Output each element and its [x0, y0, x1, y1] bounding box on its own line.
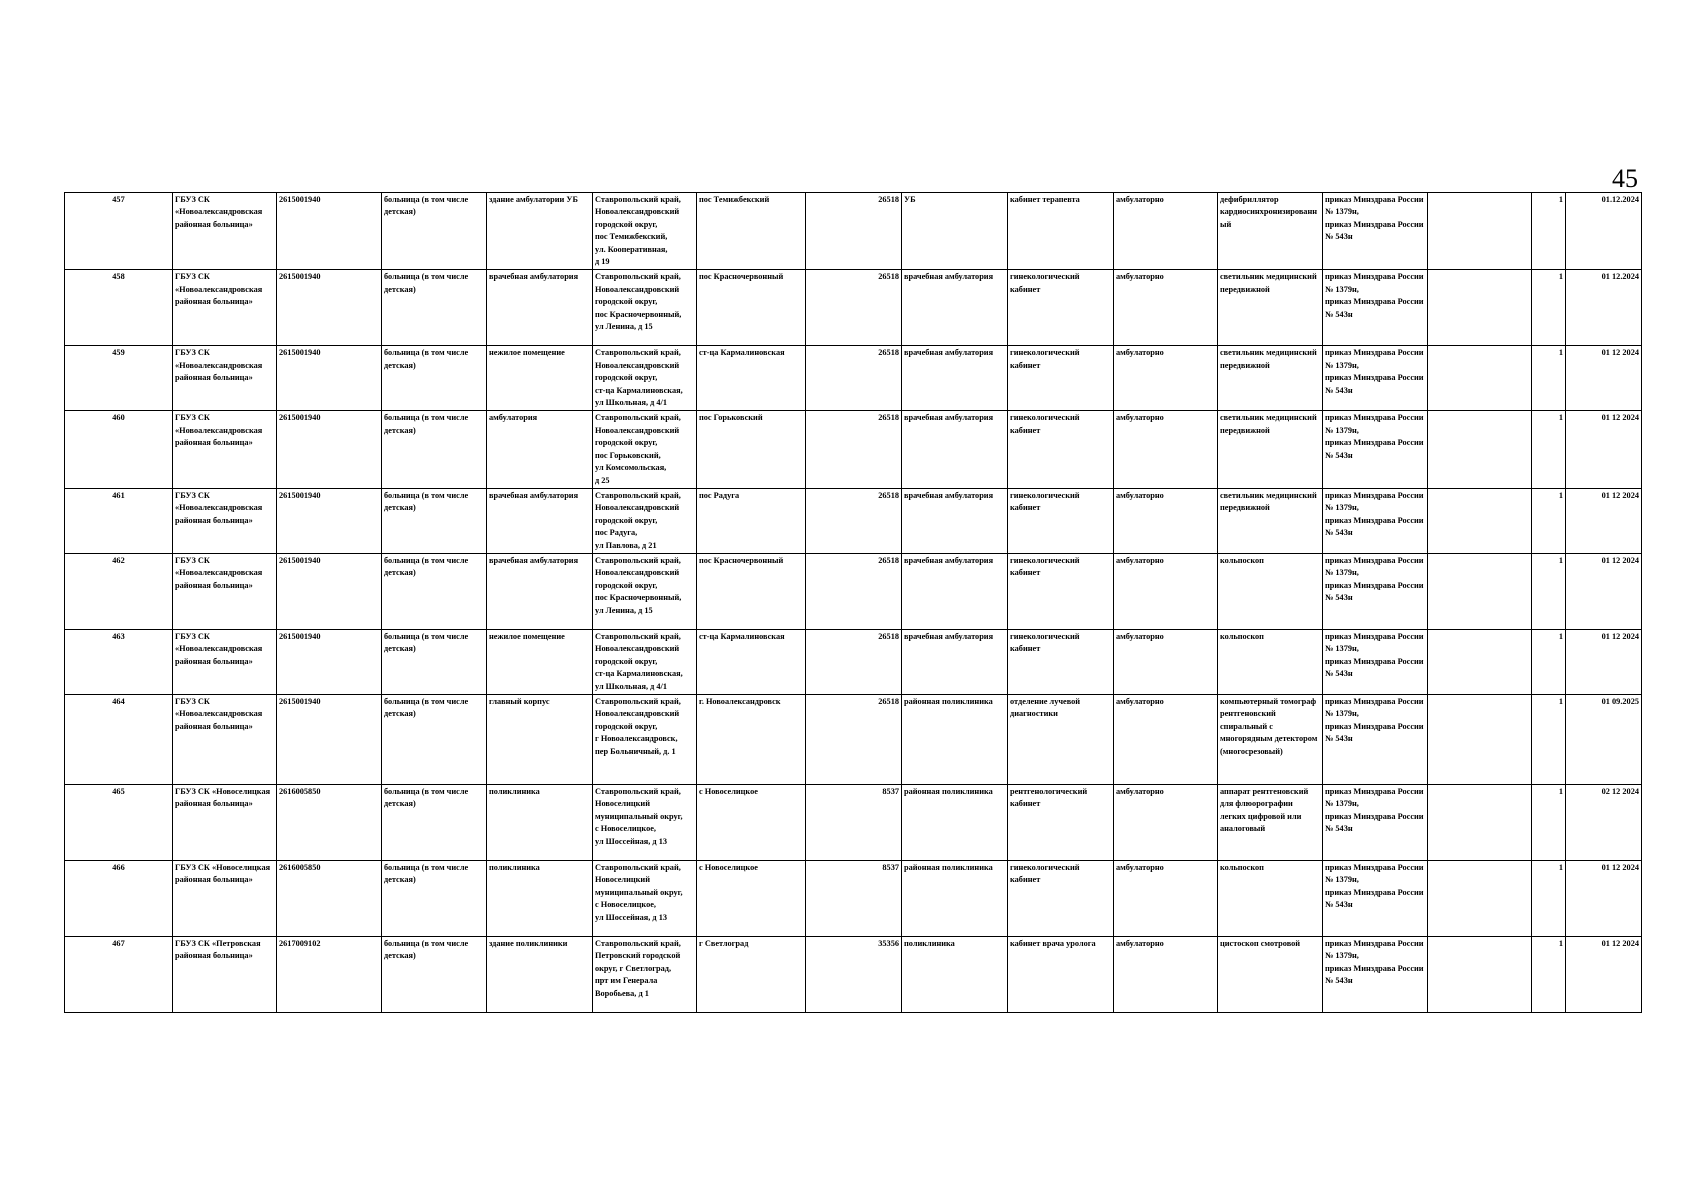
cell-care: амбулаторно — [1114, 488, 1218, 553]
cell-unit: районная поликлиника — [902, 694, 1008, 784]
cell-type: больница (в том числе детская) — [382, 629, 487, 694]
cell-equipment: компьютерный томограф рентгеновский спиральный с многорядным детектором (многосрезовый) — [1218, 694, 1323, 784]
cell-inn: 2615001940 — [277, 553, 382, 629]
cell-inn: 2615001940 — [277, 193, 382, 270]
cell-room: гинекологический кабинет — [1008, 488, 1114, 553]
cell-type: больница (в том числе детская) — [382, 694, 487, 784]
cell-building: поликлиника — [487, 784, 593, 860]
cell-inn: 2616005850 — [277, 784, 382, 860]
cell-empty — [1428, 346, 1532, 411]
cell-inn: 2615001940 — [277, 488, 382, 553]
cell-type: больница (в том числе детская) — [382, 784, 487, 860]
cell-org: ГБУЗ СК «Новоалександровская районная больница» — [173, 270, 277, 346]
cell-type: больница (в том числе детская) — [382, 488, 487, 553]
cell-inn: 2615001940 — [277, 346, 382, 411]
cell-org: ГБУЗ СК «Новоселицкая районная больница» — [173, 860, 277, 936]
cell-equipment: кольпоскоп — [1218, 553, 1323, 629]
cell-locality: пос Горьковский — [697, 411, 806, 488]
cell-date: 01 12 2024 — [1566, 936, 1642, 1012]
cell-locality: с Новоселицкое — [697, 860, 806, 936]
table-row — [65, 411, 1642, 488]
cell-date: 01 12 2024 — [1566, 346, 1642, 411]
cell-order: приказ Минздрава России № 1379н, приказ Минздрава России № 543н — [1323, 936, 1428, 1012]
cell-locality: с Новоселицкое — [697, 784, 806, 860]
cell-care: амбулаторно — [1114, 694, 1218, 784]
cell-address: Ставропольский край, Новоалександровский городской округ, пос Красночервонный, ул Ленина, д 15 — [593, 553, 697, 629]
table-row — [65, 860, 1642, 936]
cell-address: Ставропольский край, Новоалександровский городской округ, пос Горьковский, ул Комсомольская, д 25 — [593, 411, 697, 488]
cell-type: больница (в том числе детская) — [382, 860, 487, 936]
cell-building: главный корпус — [487, 694, 593, 784]
cell-locality: ст-ца Кармалиновская — [697, 629, 806, 694]
cell-order: приказ Минздрава России № 1379н, приказ Минздрава России № 543н — [1323, 553, 1428, 629]
cell-building: здание амбулатории УБ — [487, 193, 593, 270]
cell-qty: 1 — [1532, 270, 1566, 346]
cell-n: 457 — [65, 193, 173, 270]
cell-qty: 1 — [1532, 488, 1566, 553]
page-number: 45 — [1612, 164, 1638, 193]
cell-code: 26518 — [806, 694, 902, 784]
cell-date: 01 12.2024 — [1566, 270, 1642, 346]
cell-room: рентгенологический кабинет — [1008, 784, 1114, 860]
cell-n: 463 — [65, 629, 173, 694]
cell-date: 02 12 2024 — [1566, 784, 1642, 860]
cell-unit: врачебная амбулатория — [902, 553, 1008, 629]
cell-order: приказ Минздрава России № 1379н, приказ Минздрава России № 543н — [1323, 193, 1428, 270]
cell-empty — [1428, 936, 1532, 1012]
cell-order: приказ Минздрава России № 1379н, приказ Минздрава России № 543н — [1323, 629, 1428, 694]
cell-care: амбулаторно — [1114, 553, 1218, 629]
cell-order: приказ Минздрава России № 1379н, приказ Минздрава России № 543н — [1323, 860, 1428, 936]
cell-empty — [1428, 270, 1532, 346]
cell-type: больница (в том числе детская) — [382, 270, 487, 346]
cell-empty — [1428, 694, 1532, 784]
cell-qty: 1 — [1532, 629, 1566, 694]
cell-code: 8537 — [806, 860, 902, 936]
cell-building: врачебная амбулатория — [487, 270, 593, 346]
cell-care: амбулаторно — [1114, 784, 1218, 860]
cell-building: нежилое помещение — [487, 346, 593, 411]
cell-type: больница (в том числе детская) — [382, 346, 487, 411]
cell-building: врачебная амбулатория — [487, 488, 593, 553]
cell-code: 26518 — [806, 488, 902, 553]
cell-locality: пос Красночервонный — [697, 270, 806, 346]
cell-address: Ставропольский край, Новоалександровский городской округ, ст-ца Кармалиновская, ул Школьная, д 4/1 — [593, 629, 697, 694]
cell-equipment: дефибриллятор кардиосинхронизированный — [1218, 193, 1323, 270]
cell-org: ГБУЗ СК «Новоалександровская районная больница» — [173, 629, 277, 694]
cell-room: гинекологический кабинет — [1008, 411, 1114, 488]
cell-inn: 2617009102 — [277, 936, 382, 1012]
cell-unit: УБ — [902, 193, 1008, 270]
cell-code: 26518 — [806, 193, 902, 270]
cell-room: гинекологический кабинет — [1008, 629, 1114, 694]
cell-type: больница (в том числе детская) — [382, 193, 487, 270]
cell-inn: 2615001940 — [277, 629, 382, 694]
cell-building: нежилое помещение — [487, 629, 593, 694]
cell-unit: врачебная амбулатория — [902, 629, 1008, 694]
cell-care: амбулаторно — [1114, 629, 1218, 694]
cell-building: амбулатория — [487, 411, 593, 488]
cell-date: 01 12 2024 — [1566, 488, 1642, 553]
cell-empty — [1428, 193, 1532, 270]
cell-n: 461 — [65, 488, 173, 553]
cell-order: приказ Минздрава России № 1379н, приказ Минздрава России № 543н — [1323, 411, 1428, 488]
cell-unit: врачебная амбулатория — [902, 346, 1008, 411]
cell-equipment: светильник медицинский передвижной — [1218, 411, 1323, 488]
cell-unit: врачебная амбулатория — [902, 411, 1008, 488]
cell-equipment: аппарат рентгеновский для флюорографии легких цифровой или аналоговый — [1218, 784, 1323, 860]
table-row — [65, 193, 1642, 270]
cell-building: врачебная амбулатория — [487, 553, 593, 629]
cell-building: здание поликлиники — [487, 936, 593, 1012]
cell-order: приказ Минздрава России № 1379н, приказ Минздрава России № 543н — [1323, 346, 1428, 411]
cell-date: 01 09.2025 — [1566, 694, 1642, 784]
cell-inn: 2615001940 — [277, 411, 382, 488]
cell-unit: врачебная амбулатория — [902, 270, 1008, 346]
cell-unit: районная поликлиника — [902, 784, 1008, 860]
cell-qty: 1 — [1532, 694, 1566, 784]
cell-code: 8537 — [806, 784, 902, 860]
cell-type: больница (в том числе детская) — [382, 936, 487, 1012]
cell-n: 466 — [65, 860, 173, 936]
cell-code: 26518 — [806, 346, 902, 411]
cell-order: приказ Минздрава России № 1379н, приказ Минздрава России № 543н — [1323, 784, 1428, 860]
cell-locality: пос Радуга — [697, 488, 806, 553]
cell-locality: г Светлоград — [697, 936, 806, 1012]
cell-empty — [1428, 411, 1532, 488]
cell-address: Ставропольский край, Новоалександровский городской округ, пос Радуга, ул Павлова, д 21 — [593, 488, 697, 553]
cell-equipment: кольпоскоп — [1218, 860, 1323, 936]
table-row — [65, 553, 1642, 629]
cell-n: 462 — [65, 553, 173, 629]
cell-org: ГБУЗ СК «Петровская районная больница» — [173, 936, 277, 1012]
cell-equipment: цистоскоп смотровой — [1218, 936, 1323, 1012]
table-row — [65, 936, 1642, 1012]
cell-room: гинекологический кабинет — [1008, 860, 1114, 936]
cell-type: больница (в том числе детская) — [382, 553, 487, 629]
cell-inn: 2615001940 — [277, 694, 382, 784]
cell-care: амбулаторно — [1114, 193, 1218, 270]
cell-empty — [1428, 553, 1532, 629]
cell-locality: г. Новоалександровск — [697, 694, 806, 784]
cell-order: приказ Минздрава России № 1379н, приказ Минздрава России № 543н — [1323, 488, 1428, 553]
cell-type: больница (в том числе детская) — [382, 411, 487, 488]
cell-n: 460 — [65, 411, 173, 488]
cell-qty: 1 — [1532, 860, 1566, 936]
cell-n: 464 — [65, 694, 173, 784]
cell-org: ГБУЗ СК «Новоалександровская районная больница» — [173, 346, 277, 411]
cell-room: гинекологический кабинет — [1008, 270, 1114, 346]
cell-address: Ставропольский край, Петровский городской округ, г Светлоград, прт им Генерала Воробьева, д 1 — [593, 936, 697, 1012]
cell-address: Ставропольский край, Новоселицкий муниципальный округ, с Новоселицкое, ул Шоссейная, д 13 — [593, 784, 697, 860]
table-row — [65, 488, 1642, 553]
cell-org: ГБУЗ СК «Новоалександровская районная больница» — [173, 411, 277, 488]
cell-order: приказ Минздрава России № 1379н, приказ Минздрава России № 543н — [1323, 694, 1428, 784]
cell-empty — [1428, 488, 1532, 553]
cell-address: Ставропольский край, Новоалександровский городской округ, пос Темижбекский, ул. Кооперативная, д 19 — [593, 193, 697, 270]
cell-n: 467 — [65, 936, 173, 1012]
cell-org: ГБУЗ СК «Новоселицкая районная больница» — [173, 784, 277, 860]
cell-inn: 2615001940 — [277, 270, 382, 346]
cell-qty: 1 — [1532, 936, 1566, 1012]
table-row — [65, 629, 1642, 694]
cell-room: гинекологический кабинет — [1008, 346, 1114, 411]
cell-equipment: светильник медицинский передвижной — [1218, 346, 1323, 411]
cell-qty: 1 — [1532, 784, 1566, 860]
cell-address: Ставропольский край, Новоселицкий муниципальный округ, с Новоселицкое, ул Шоссейная, д 13 — [593, 860, 697, 936]
cell-building: поликлиника — [487, 860, 593, 936]
cell-locality: пос Темижбекский — [697, 193, 806, 270]
cell-n: 459 — [65, 346, 173, 411]
cell-date: 01 12 2024 — [1566, 411, 1642, 488]
equipment-registry-table — [64, 192, 1642, 1013]
cell-qty: 1 — [1532, 346, 1566, 411]
cell-room: кабинет терапевта — [1008, 193, 1114, 270]
cell-care: амбулаторно — [1114, 411, 1218, 488]
cell-unit: врачебная амбулатория — [902, 488, 1008, 553]
cell-code: 26518 — [806, 553, 902, 629]
cell-org: ГБУЗ СК «Новоалександровская районная больница» — [173, 193, 277, 270]
cell-code: 26518 — [806, 629, 902, 694]
cell-care: амбулаторно — [1114, 270, 1218, 346]
cell-unit: районная поликлиника — [902, 860, 1008, 936]
cell-qty: 1 — [1532, 553, 1566, 629]
cell-care: амбулаторно — [1114, 860, 1218, 936]
cell-date: 01.12.2024 — [1566, 193, 1642, 270]
cell-locality: пос Красночервонный — [697, 553, 806, 629]
cell-order: приказ Минздрава России № 1379н, приказ Минздрава России № 543н — [1323, 270, 1428, 346]
cell-org: ГБУЗ СК «Новоалександровская районная больница» — [173, 694, 277, 784]
cell-equipment: светильник медицинский передвижной — [1218, 488, 1323, 553]
cell-empty — [1428, 629, 1532, 694]
cell-n: 458 — [65, 270, 173, 346]
cell-equipment: светильник медицинский передвижной — [1218, 270, 1323, 346]
cell-org: ГБУЗ СК «Новоалександровская районная больница» — [173, 488, 277, 553]
cell-care: амбулаторно — [1114, 936, 1218, 1012]
table-row — [65, 784, 1642, 860]
cell-inn: 2616005850 — [277, 860, 382, 936]
cell-date: 01 12 2024 — [1566, 553, 1642, 629]
table-row — [65, 346, 1642, 411]
cell-org: ГБУЗ СК «Новоалександровская районная больница» — [173, 553, 277, 629]
cell-code: 35356 — [806, 936, 902, 1012]
cell-room: отделение лучевой диагностики — [1008, 694, 1114, 784]
cell-empty — [1428, 860, 1532, 936]
cell-qty: 1 — [1532, 411, 1566, 488]
cell-code: 26518 — [806, 270, 902, 346]
cell-date: 01 12 2024 — [1566, 629, 1642, 694]
cell-locality: ст-ца Кармалиновская — [697, 346, 806, 411]
cell-qty: 1 — [1532, 193, 1566, 270]
cell-n: 465 — [65, 784, 173, 860]
table-row — [65, 694, 1642, 784]
cell-date: 01 12 2024 — [1566, 860, 1642, 936]
cell-care: амбулаторно — [1114, 346, 1218, 411]
cell-equipment: кольпоскоп — [1218, 629, 1323, 694]
cell-room: гинекологический кабинет — [1008, 553, 1114, 629]
cell-address: Ставропольский край, Новоалександровский городской округ, г Новоалександровск, пер Больничный, д. 1 — [593, 694, 697, 784]
table-row — [65, 270, 1642, 346]
cell-room: кабинет врача уролога — [1008, 936, 1114, 1012]
cell-unit: поликлиника — [902, 936, 1008, 1012]
cell-code: 26518 — [806, 411, 902, 488]
cell-address: Ставропольский край, Новоалександровский городской округ, ст-ца Кармалиновская, ул Школьная, д 4/1 — [593, 346, 697, 411]
cell-empty — [1428, 784, 1532, 860]
cell-address: Ставропольский край, Новоалександровский городской округ, пос Красночервонный, ул Ленина, д 15 — [593, 270, 697, 346]
